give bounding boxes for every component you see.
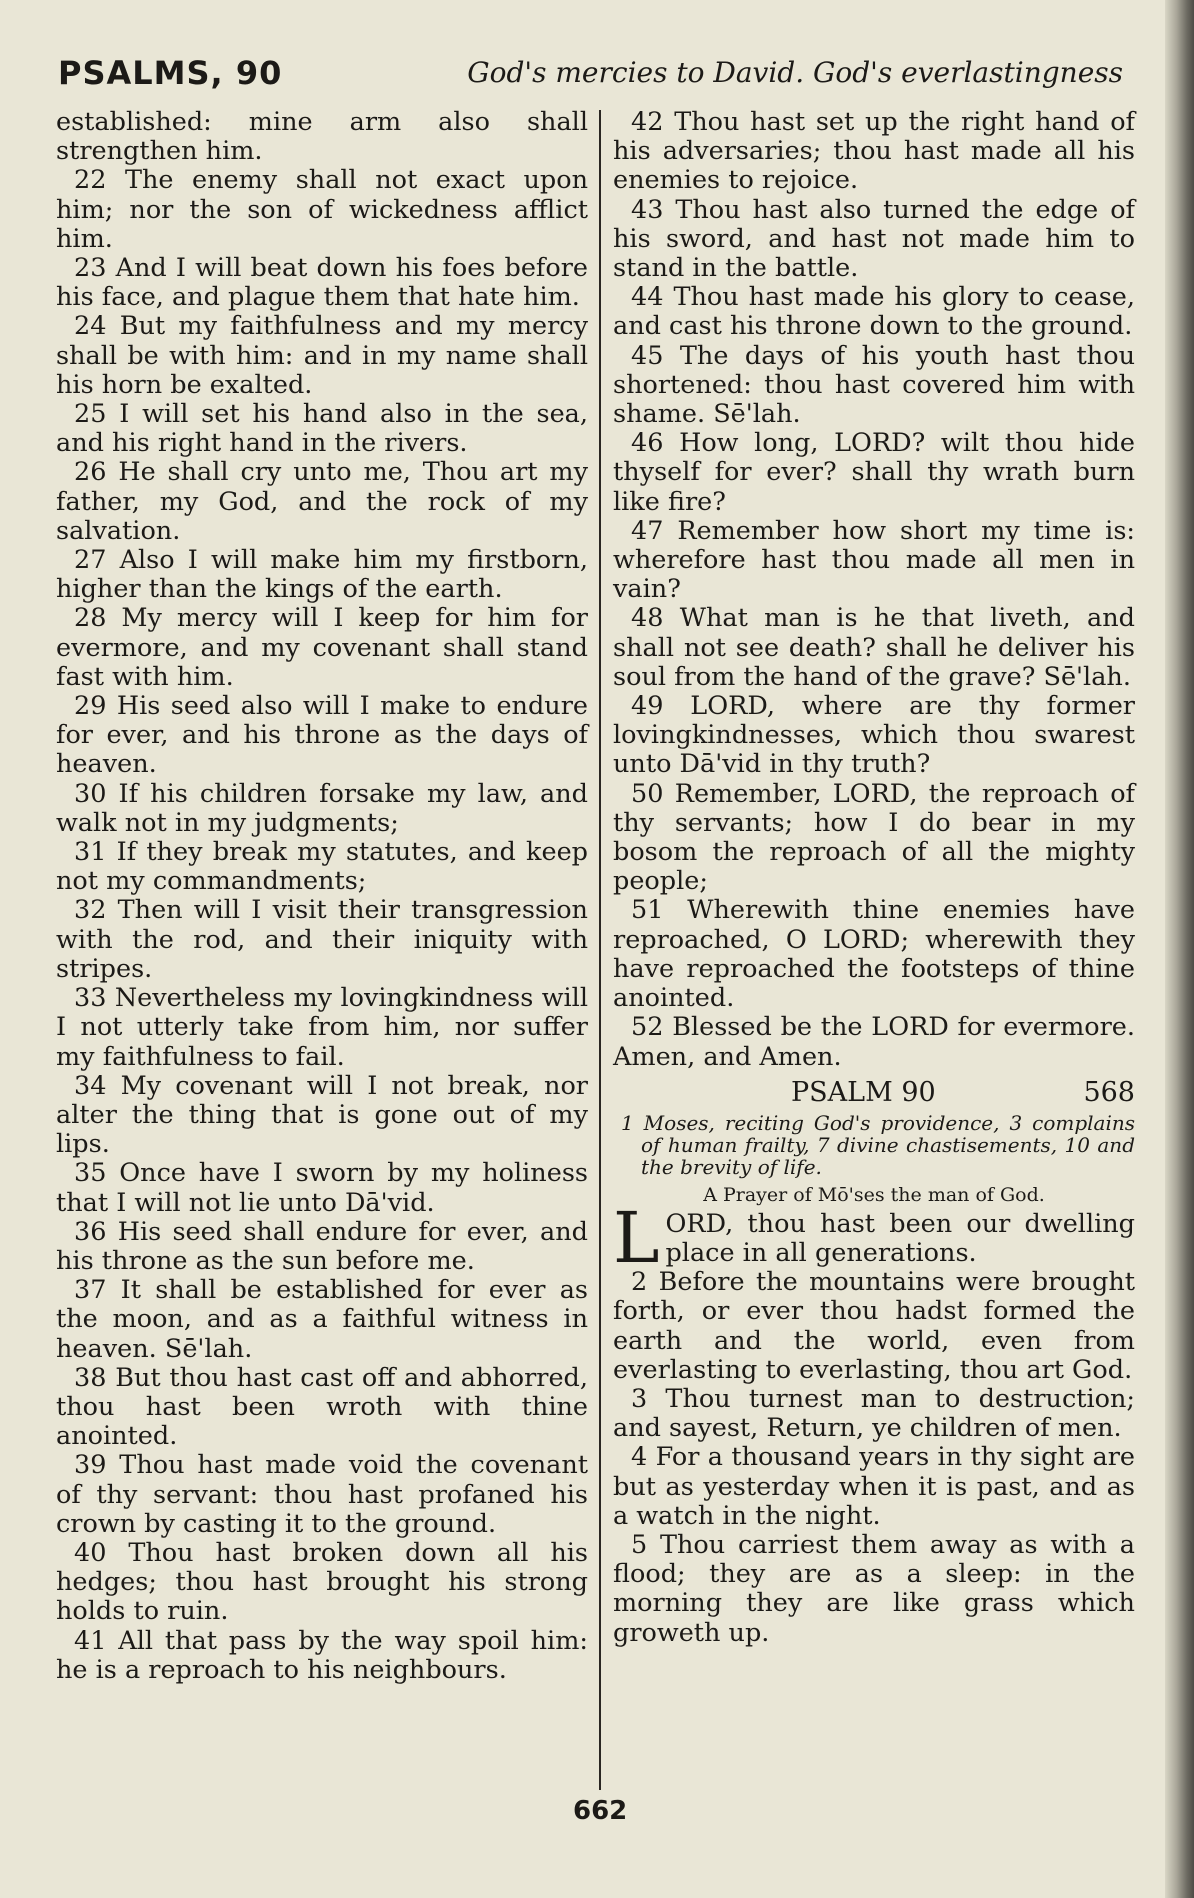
- page-number: 662: [573, 1796, 628, 1826]
- verse-37: 37 It shall be established for ever as the moon, and as a faithful witness in heaven. Sē'lah.: [56, 1275, 588, 1364]
- book-spine-shadow: [1165, 0, 1194, 1898]
- psalm-90-verse-3: 3 Thou turnest man to destruction; and sayest, Return, ye children of men.: [613, 1383, 1135, 1444]
- verse-47: 47 Remember how short my time is: wherefore hast thou made all men in vain?: [613, 515, 1135, 605]
- psalm-title: PSALM 90: [791, 1076, 936, 1108]
- verse-34: 34 My covenant will I not break, nor alter the thing that is gone out of my lips.: [56, 1070, 588, 1160]
- verse-21-continued: established: mine arm also shall strengthen him.: [56, 107, 588, 167]
- column-divider: [599, 110, 601, 1790]
- psalm-90-verse-4: 4 For a thousand years in thy sight are but as yesterday when it is past, and as a watch in the night.: [613, 1442, 1135, 1531]
- verse-44: 44 Thou hast made his glory to cease, and cast his throne down to the ground.: [613, 282, 1135, 342]
- psalm-90-verse-1: [613, 1196, 1135, 1279]
- verse-46: 46 How long, LORD? wilt thou hide thyself for ever? shall thy wrath burn like fire?: [613, 428, 1135, 517]
- psalm-90-verse-2: 2 Before the mountains were brought forth, or ever thou hadst formed the earth and the world, even from everlasting to everlasting, thou art God.: [613, 1267, 1135, 1385]
- verse-42: 42 Thou hast set up the right hand of his adversaries; thou hast made all his enemies to rejoice.: [613, 107, 1135, 196]
- verse-48: 48 What man is he that liveth, and shall not see death? shall he deliver his soul from the hand of the grave? Sē'lah.: [613, 603, 1135, 692]
- verse-28: 28 My mercy will I keep for him for evermore, and my covenant shall stand fast with him.: [56, 603, 588, 692]
- left-column: [56, 108, 588, 1685]
- verse-40: 40 Thou hast broken down all his hedges; thou hast brought his strong holds to ruin.: [56, 1537, 588, 1627]
- psalm-summary: 1 Moses, reciting God's providence, 3 complains of human frailty, 7 divine chastisements, 10 and the brevity of life.: [621, 1110, 1135, 1179]
- verse-30: 30 If his children forsake my law, and walk not in my judgments;: [56, 778, 588, 838]
- verse-45: 45 The days of his youth hast thou shortened: thou hast covered him with shame. Sē'lah.: [613, 340, 1135, 430]
- verse-52: 52 Blessed be the LORD for evermore. Amen, and Amen.: [613, 1012, 1135, 1072]
- verse-23: 23 And I will beat down his foes before his face, and plague them that hate him.: [56, 253, 588, 313]
- header-book-chapter: PSALMS, 90: [58, 54, 283, 92]
- verse-39: 39 Thou hast made void the covenant of thy servant: thou hast profaned his crown by casting it to the ground.: [56, 1450, 588, 1539]
- verse-31: 31 If they break my statutes, and keep not my commandments;: [56, 837, 588, 897]
- verse-33: 33 Nevertheless my lovingkindness will I not utterly take from him, nor suffer my faithfulness to fail.: [56, 983, 588, 1072]
- verse-26: 26 He shall cry unto me, Thou art my father, my God, and the rock of my salvation.: [56, 457, 588, 546]
- verse-38: 38 But thou hast cast off and abhorred, thou hast been wroth with thine anointed.: [56, 1362, 588, 1452]
- right-column: [613, 108, 1135, 1648]
- verse-1-text: ORD, thou hast been our dwelling place in all generations.: [665, 1208, 1135, 1268]
- psalm-reference-number: 568: [1083, 1076, 1135, 1108]
- verse-49: 49 LORD, where are thy former lovingkindnesses, which thou swarest unto Dā'vid in thy truth?: [613, 691, 1135, 780]
- drop-cap: L: [613, 1196, 660, 1279]
- verse-51: 51 Wherewith thine enemies have reproached, O LORD; wherewith they have reproached the footsteps of thine anointed.: [613, 895, 1135, 1014]
- running-header: [58, 54, 1123, 94]
- verse-41: 41 All that pass by the way spoil him: he is a reproach to his neighbours.: [56, 1625, 588, 1685]
- header-topic: God's mercies to David. God's everlastingness: [467, 56, 1123, 89]
- psalm-heading: [613, 1078, 1135, 1110]
- verse-35: 35 Once have I sworn by my holiness that I will not lie unto Dā'vid.: [56, 1158, 588, 1218]
- verse-27: 27 Also I will make him my firstborn, higher than the kings of the earth.: [56, 545, 588, 605]
- verse-24: 24 But my faithfulness and my mercy shall be with him: and in my name shall his horn be exalted.: [56, 311, 588, 400]
- verse-25: 25 I will set his hand also in the sea, and his right hand in the rivers.: [56, 399, 588, 459]
- verse-29: 29 His seed also will I make to endure for ever, and his throne as the days of heaven.: [56, 691, 588, 780]
- psalm-90-verse-5: 5 Thou carriest them away as with a flood; they are as a sleep: in the morning they are like grass which groweth up.: [613, 1529, 1135, 1648]
- verse-32: 32 Then will I visit their transgression with the rod, and their iniquity with stripes.: [56, 895, 588, 984]
- verse-43: 43 Thou hast also turned the edge of his sword, and hast not made him to stand in the battle.: [613, 194, 1135, 284]
- verse-50: 50 Remember, LORD, the reproach of thy servants; how I do bear in my bosom the reproach of all the mighty people;: [613, 778, 1135, 897]
- verse-22: 22 The enemy shall not exact upon him; nor the son of wickedness afflict him.: [56, 165, 588, 254]
- verse-36: 36 His seed shall endure for ever, and his throne as the sun before me.: [56, 1216, 588, 1276]
- psalm-superscription: A Prayer of Mō'ses the man of God.: [703, 1183, 1045, 1206]
